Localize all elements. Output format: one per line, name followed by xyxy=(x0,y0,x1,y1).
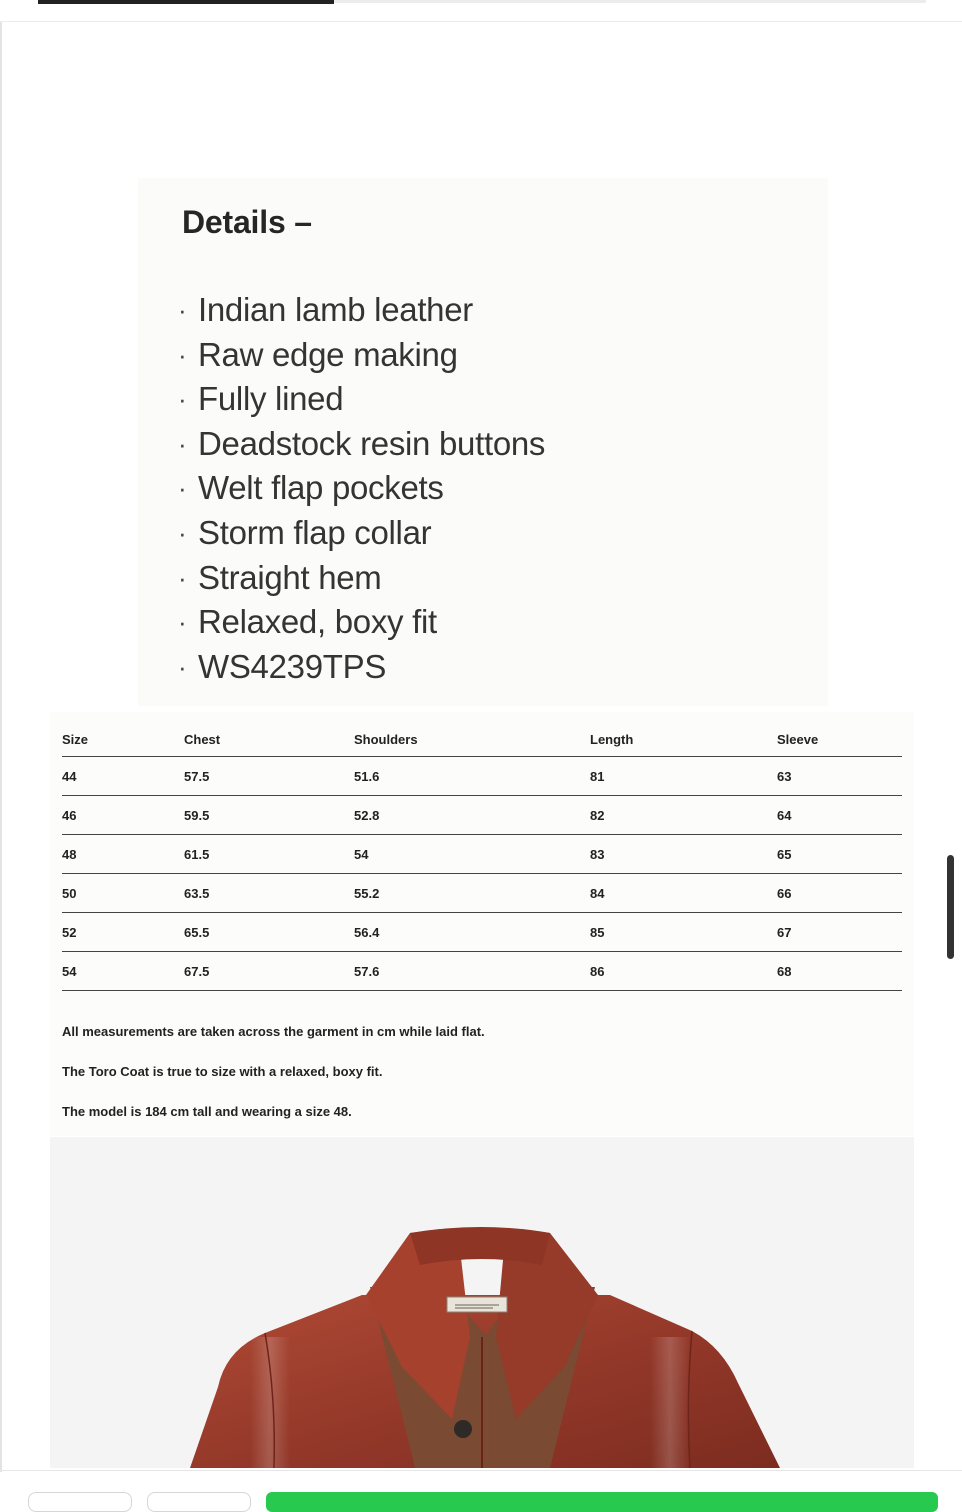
details-item-text: Raw edge making xyxy=(198,335,458,373)
cell-size: 48 xyxy=(62,835,184,874)
cell-size: 50 xyxy=(62,874,184,913)
cell-shoulders: 55.2 xyxy=(354,874,590,913)
bullet-icon: · xyxy=(178,607,187,638)
header-shoulders: Shoulders xyxy=(354,722,590,757)
cell-chest: 59.5 xyxy=(184,796,354,835)
bullet-icon: · xyxy=(178,517,187,548)
details-list xyxy=(178,290,545,691)
details-item-text: Indian lamb leather xyxy=(198,291,473,328)
cell-length: 84 xyxy=(590,874,777,913)
cell-length: 83 xyxy=(590,835,777,874)
bullet-icon: · xyxy=(178,339,187,370)
header-size: Size xyxy=(62,722,184,757)
cell-shoulders: 56.4 xyxy=(354,913,590,952)
header-divider xyxy=(0,21,962,22)
bullet-icon: · xyxy=(178,651,187,682)
tertiary-action-button[interactable] xyxy=(147,1492,251,1512)
note-model: The model is 184 cm tall and wearing a size 48. xyxy=(62,1104,352,1119)
leather-coat-illustration xyxy=(50,1137,914,1468)
header-chest: Chest xyxy=(184,722,354,757)
cell-chest: 61.5 xyxy=(184,835,354,874)
cell-size: 46 xyxy=(62,796,184,835)
details-item-text: Fully lined xyxy=(198,380,344,418)
cell-size: 44 xyxy=(62,757,184,796)
header-length: Length xyxy=(590,722,777,757)
cell-chest: 65.5 xyxy=(184,913,354,952)
table-row xyxy=(62,952,902,991)
scrollbar-thumb[interactable] xyxy=(947,855,954,959)
cell-shoulders: 51.6 xyxy=(354,757,590,796)
cell-length: 81 xyxy=(590,757,777,796)
table-row xyxy=(62,874,902,913)
cell-size: 54 xyxy=(62,952,184,991)
cell-sleeve: 66 xyxy=(777,874,902,913)
cell-length: 82 xyxy=(590,796,777,835)
cell-sleeve: 67 xyxy=(777,913,902,952)
details-item xyxy=(178,602,545,647)
cell-chest: 57.5 xyxy=(184,757,354,796)
product-image[interactable] xyxy=(50,1137,914,1468)
details-item xyxy=(178,379,545,424)
cell-chest: 63.5 xyxy=(184,874,354,913)
details-item-text: Welt flap pockets xyxy=(198,469,444,507)
note-measurements: All measurements are taken across the garment in cm while laid flat. xyxy=(62,1024,485,1039)
details-item xyxy=(178,290,545,335)
cell-sleeve: 63 xyxy=(777,757,902,796)
bottom-bar-divider xyxy=(0,1470,962,1471)
table-row xyxy=(62,796,902,835)
note-fit: The Toro Coat is true to size with a relaxed, boxy fit. xyxy=(62,1064,383,1079)
cell-size: 52 xyxy=(62,913,184,952)
table-row xyxy=(62,757,902,796)
page-left-border xyxy=(0,22,2,1472)
size-table xyxy=(62,722,902,991)
cell-shoulders: 54 xyxy=(354,835,590,874)
table-header-row xyxy=(62,722,902,757)
table-row xyxy=(62,913,902,952)
details-item xyxy=(178,468,545,513)
bullet-icon: · xyxy=(178,295,187,325)
cell-sleeve: 68 xyxy=(777,952,902,991)
details-item-text: WS4239TPS xyxy=(198,647,387,685)
tab-active-indicator[interactable] xyxy=(38,0,334,4)
details-title: Details – xyxy=(182,204,312,240)
bullet-icon: · xyxy=(178,384,187,415)
cell-sleeve: 64 xyxy=(777,796,902,835)
details-item xyxy=(178,335,545,380)
details-item-text: Deadstock resin buttons xyxy=(198,424,546,462)
details-item-text: Relaxed, boxy fit xyxy=(198,603,437,641)
details-item xyxy=(178,424,545,469)
details-item-text: Storm flap collar xyxy=(198,513,432,551)
details-item xyxy=(178,558,545,603)
details-item xyxy=(178,647,545,692)
bullet-icon: · xyxy=(178,562,187,593)
secondary-action-button[interactable] xyxy=(28,1492,132,1512)
size-table-body xyxy=(62,757,902,991)
table-row xyxy=(62,835,902,874)
bullet-icon: · xyxy=(178,428,187,459)
image-tab-bar xyxy=(0,0,962,22)
cell-length: 85 xyxy=(590,913,777,952)
cell-shoulders: 52.8 xyxy=(354,796,590,835)
details-item xyxy=(178,513,545,558)
cell-sleeve: 65 xyxy=(777,835,902,874)
cell-shoulders: 57.6 xyxy=(354,952,590,991)
bullet-icon: · xyxy=(178,473,187,504)
cell-chest: 67.5 xyxy=(184,952,354,991)
header-sleeve: Sleeve xyxy=(777,722,902,757)
details-item-text: Straight hem xyxy=(198,558,382,596)
primary-action-button[interactable] xyxy=(266,1492,938,1512)
cell-length: 86 xyxy=(590,952,777,991)
